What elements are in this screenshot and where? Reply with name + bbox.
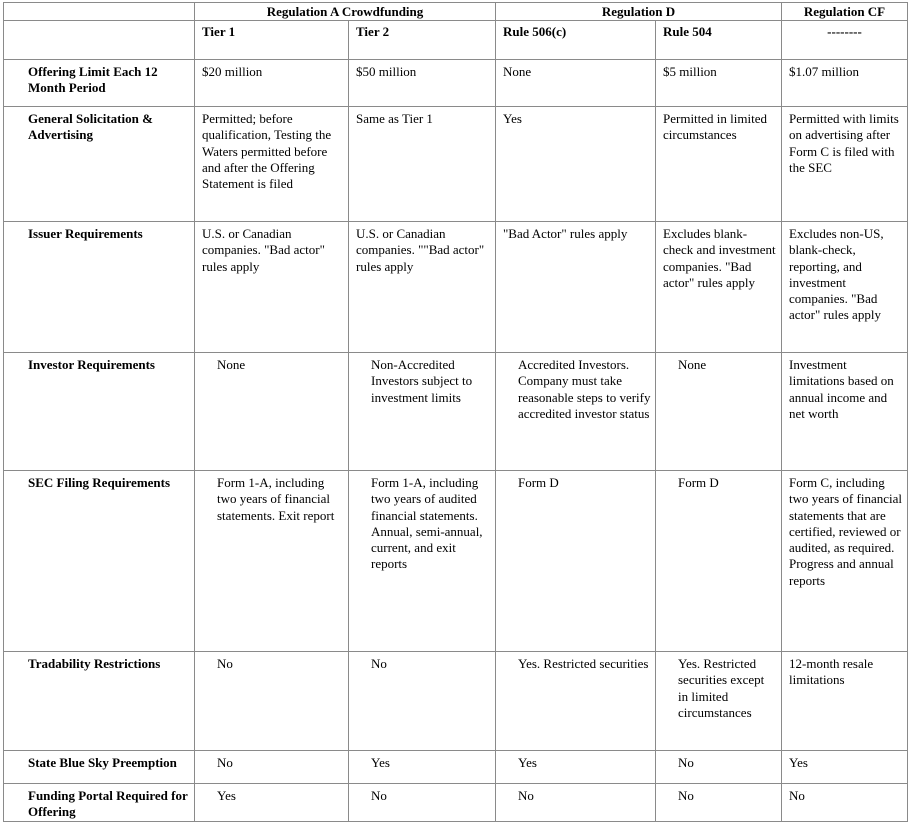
subheader-tier1: Tier 1	[195, 21, 349, 60]
subheader-cf: --------	[782, 21, 908, 60]
row-label: Funding Portal Required for Offering	[4, 784, 195, 822]
cell-rule506c: None	[496, 60, 656, 107]
row-label: General Solicitation & Advertising	[4, 107, 195, 222]
cell-cf: 12-month resale limitations	[782, 652, 908, 751]
cell-tier1: Yes	[195, 784, 349, 822]
corner-cell	[4, 3, 195, 21]
cell-tier1: None	[195, 353, 349, 471]
cell-rule506c: Yes	[496, 751, 656, 784]
subheader-tier2: Tier 2	[349, 21, 496, 60]
table-row	[4, 652, 908, 751]
cell-rule506c: "Bad Actor" rules apply	[496, 222, 656, 353]
cell-rule504: None	[656, 353, 782, 471]
row-label: Investor Requirements	[4, 353, 195, 471]
cell-cf: Form C, including two years of financial statements that are certified, reviewed or audited, as required. Progress and annual reports	[782, 471, 908, 652]
cell-tier1: Form 1-A, including two years of financial statements. Exit report	[195, 471, 349, 652]
row-label: State Blue Sky Preemption	[4, 751, 195, 784]
table-row	[4, 784, 908, 822]
group-header-reg-a: Regulation A Crowdfunding	[195, 3, 496, 21]
cell-tier2: Non-Accredited Investors subject to investment limits	[349, 353, 496, 471]
cell-tier2: No	[349, 784, 496, 822]
table-row	[4, 471, 908, 652]
subheader-rule504: Rule 504	[656, 21, 782, 60]
row-label: Issuer Requirements	[4, 222, 195, 353]
row-label: Offering Limit Each 12 Month Period	[4, 60, 195, 107]
subheader-rule506c: Rule 506(c)	[496, 21, 656, 60]
cell-tier2: $50 million	[349, 60, 496, 107]
cell-rule504: No	[656, 751, 782, 784]
table-row	[4, 751, 908, 784]
cell-rule504: $5 million	[656, 60, 782, 107]
cell-tier2: Same as Tier 1	[349, 107, 496, 222]
group-header-reg-cf: Regulation CF	[782, 3, 908, 21]
cell-tier2: Yes	[349, 751, 496, 784]
cell-rule504: No	[656, 784, 782, 822]
cell-rule504: Excludes blank-check and investment companies. "Bad actor" rules apply	[656, 222, 782, 353]
cell-rule504: Form D	[656, 471, 782, 652]
cell-cf: Permitted with limits on advertising after Form C is filed with the SEC	[782, 107, 908, 222]
cell-rule506c: Form D	[496, 471, 656, 652]
cell-rule506c: Yes	[496, 107, 656, 222]
table-row	[4, 222, 908, 353]
cell-rule506c: Accredited Investors. Company must take reasonable steps to verify accredited investor status	[496, 353, 656, 471]
cell-cf: Excludes non-US, blank-check, reporting, and investment companies. "Bad actor" rules apply	[782, 222, 908, 353]
group-header-reg-d: Regulation D	[496, 3, 782, 21]
cell-cf: Investment limitations based on annual income and net worth	[782, 353, 908, 471]
cell-rule504: Yes. Restricted securities except in limited circumstances	[656, 652, 782, 751]
table-row	[4, 60, 908, 107]
cell-rule504: Permitted in limited circumstances	[656, 107, 782, 222]
row-label: Tradability Restrictions	[4, 652, 195, 751]
cell-tier1: No	[195, 652, 349, 751]
cell-tier1: $20 million	[195, 60, 349, 107]
cell-rule506c: No	[496, 784, 656, 822]
cell-tier2: U.S. or Canadian companies. ""Bad actor" rules apply	[349, 222, 496, 353]
table-row	[4, 107, 908, 222]
cell-tier2: Form 1-A, including two years of audited financial statements. Annual, semi-annual, current, and exit reports	[349, 471, 496, 652]
table-row	[4, 353, 908, 471]
subheader-corner	[4, 21, 195, 60]
cell-tier2: No	[349, 652, 496, 751]
cell-rule506c: Yes. Restricted securities	[496, 652, 656, 751]
subheader-row	[4, 21, 908, 60]
cell-cf: No	[782, 784, 908, 822]
cell-tier1: No	[195, 751, 349, 784]
cell-tier1: U.S. or Canadian companies. "Bad actor" rules apply	[195, 222, 349, 353]
row-label: SEC Filing Requirements	[4, 471, 195, 652]
regulation-comparison-table	[3, 2, 908, 822]
cell-cf: Yes	[782, 751, 908, 784]
cell-cf: $1.07 million	[782, 60, 908, 107]
group-header-row	[4, 3, 908, 21]
cell-tier1: Permitted; before qualification, Testing the Waters permitted before and after the Offering Statement is filed	[195, 107, 349, 222]
